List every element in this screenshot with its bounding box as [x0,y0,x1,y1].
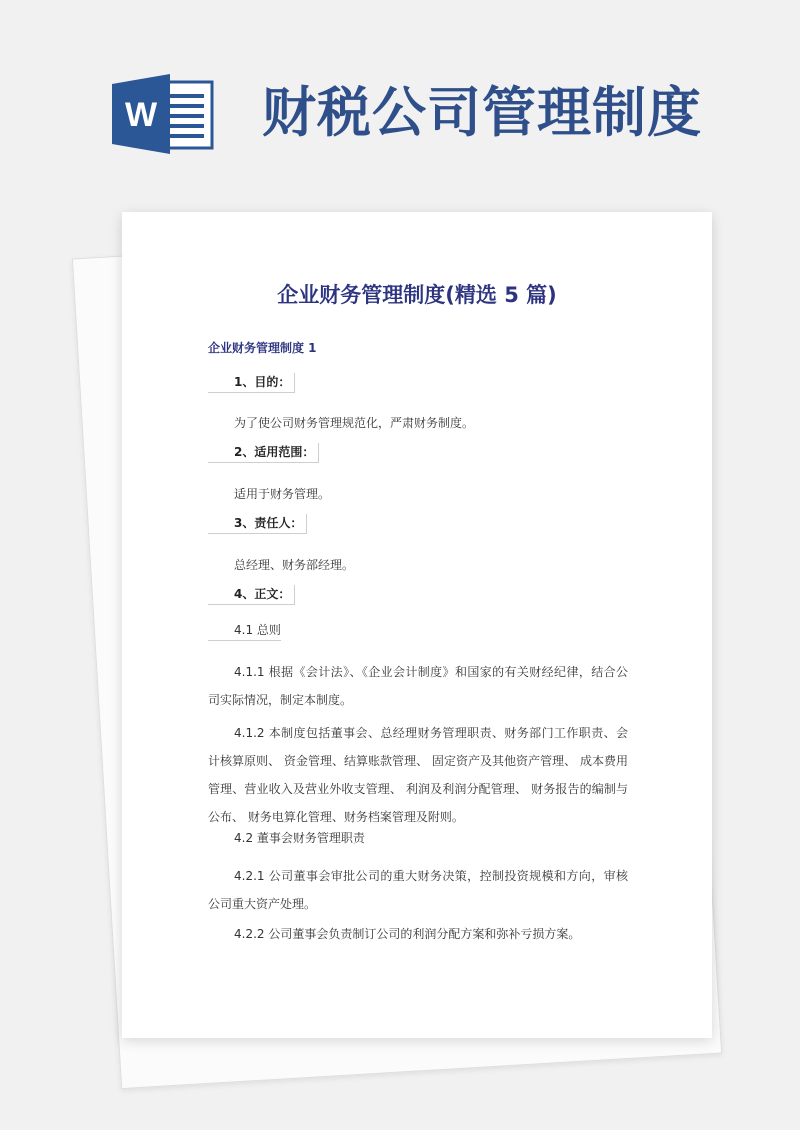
general-heading: 4.1 总则 [208,621,281,641]
section-text: 适用于财务管理。 [234,487,331,501]
paragraph-4-1-1: 4.1.1 根据《会计法》、《企业会计制度》和国家的有关财经纪律，结合公司实际情况，制定本制度。 [208,665,628,707]
paragraph-4-2: 4.2 董事会财务管理职责 [234,831,365,845]
section-heading: 3、责任人： [208,514,307,534]
paragraph-4-2-1: 4.2.1 公司董事会审批公司的重大财务决策，控制投资规模和方向，审核公司重大资产处理。 [208,869,628,911]
document-page [122,212,712,1038]
svg-text:W: W [124,96,158,134]
banner-title: 财税公司管理制度 [262,80,702,144]
word-document-icon [108,72,218,156]
paragraph-4-2-2: 4.2.2 公司董事会负责制订公司的利润分配方案和弥补亏损方案。 [234,927,581,941]
document-subtitle: 企业财务管理制度 1 [208,341,317,355]
document-title: 企业财务管理制度(精选 5 篇) [277,283,557,307]
section-heading: 2、适用范围： [208,443,319,463]
section-heading: 4、正文： [208,585,295,605]
section-text: 为了使公司财务管理规范化，严肃财务制度。 [234,416,475,430]
section-heading: 1、目的： [208,373,295,393]
section-text: 总经理、财务部经理。 [234,558,355,572]
paragraph-4-1-2: 4.1.2 本制度包括董事会、总经理财务管理职责、财务部门工作职责、会计核算原则、 资金管理、结算账款管理、 固定资产及其他资产管理、 成本费用管理、营业收入及营业外收支管理、 利润及利润分配管理、 财务报告的编制与公布、 财务电算化管理、财务档案管理及附则。 [208,726,628,824]
